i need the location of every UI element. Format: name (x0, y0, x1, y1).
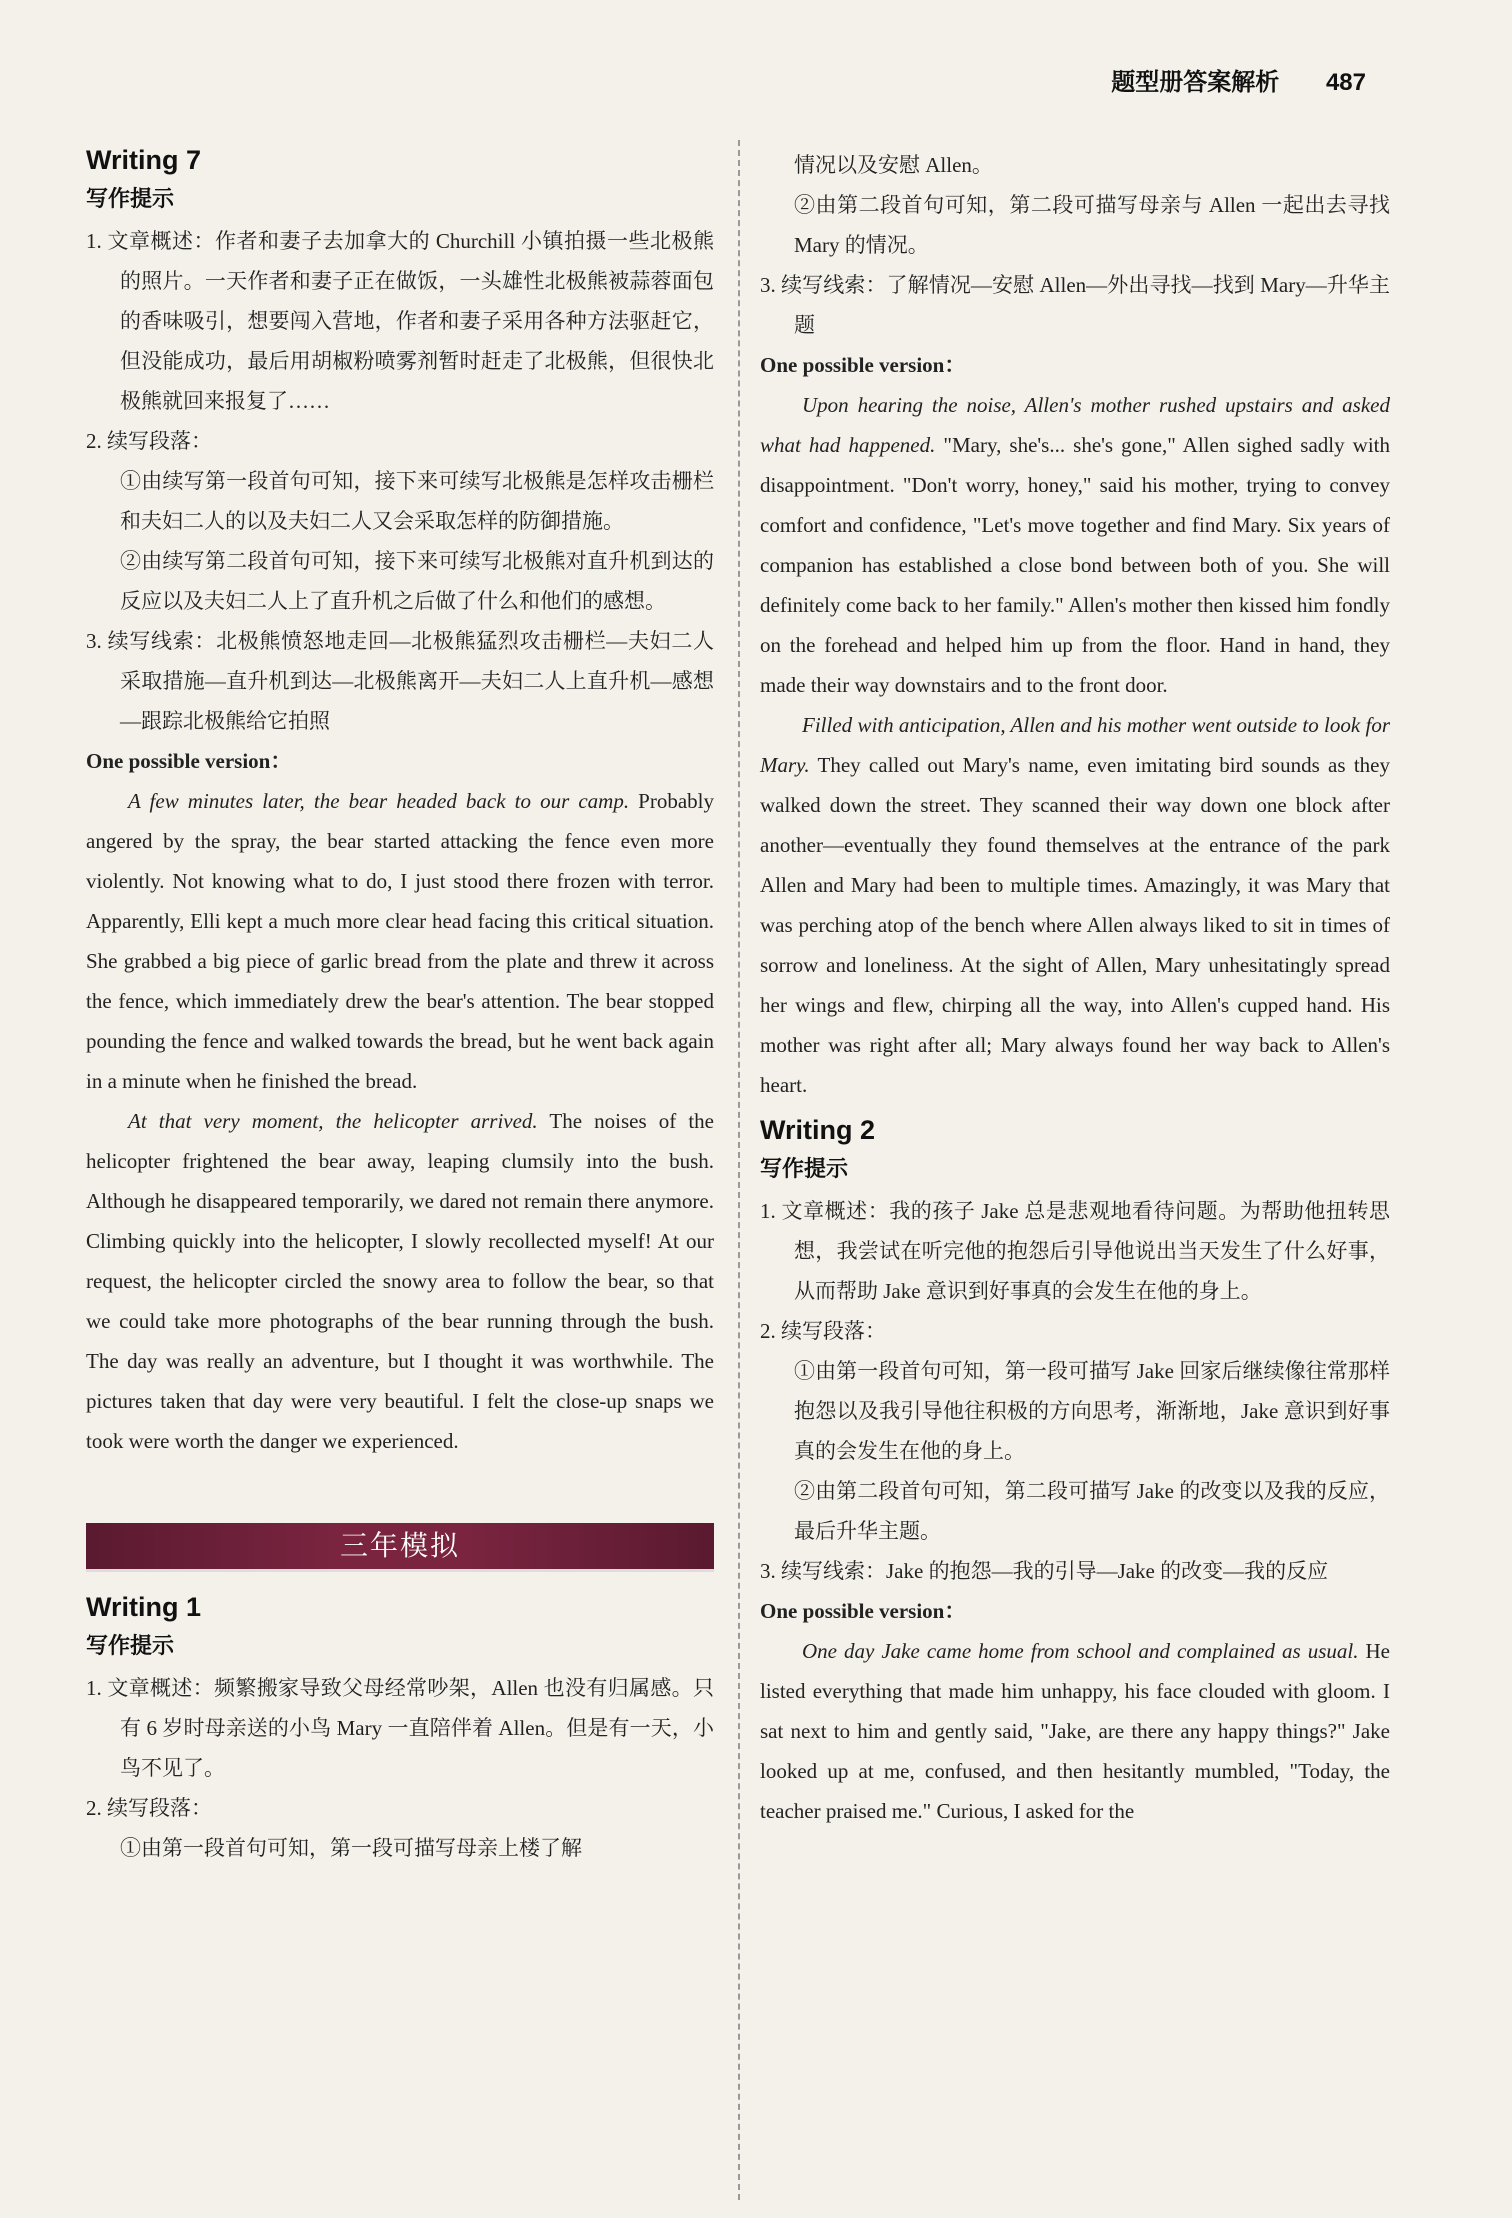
summary-item: 1. 文章概述：作者和妻子去加拿大的 Churchill 小镇拍摄一些北极熊的照片。一天作者和妻子正在做饭，一头雄性北极熊被蒜蓉面包的香味吸引，想要闯入营地，作者和妻子采用各种方法驱赶它，但没能成功，最后用胡椒粉喷雾剂暂时赶走了北极熊，但很快北极熊就回来报复了…… (86, 229, 714, 413)
essay-lead: At that very moment, the helicopter arrived. (128, 1109, 538, 1133)
paragraph-guide-1: ①由第一段首句可知，第一段可描写 Jake 回家后继续像往常那样抱怨以及我引导他往积极的方向思考，渐渐地，Jake 意识到好事真的会发生在他的身上。 (794, 1359, 1390, 1463)
essay-lead: One day Jake came home from school and complained as usual. (802, 1639, 1359, 1663)
left-column (86, 145, 714, 1868)
paragraph-guide-2: ②由第二段首句可知，第二段可描写母亲与 Allen 一起出去寻找 Mary 的情况。 (794, 193, 1390, 257)
paragraph-guide-1: ①由续写第一段首句可知，接下来可续写北极熊是怎样攻击栅栏和夫妇二人的以及夫妇二人又会采取怎样的防御措施。 (120, 469, 714, 533)
clue-item: 3. 续写线索：北极熊愤怒地走回—北极熊猛烈攻击栅栏—夫妇二人采取措施—直升机到达—北极熊离开—夫妇二人上直升机—感想—跟踪北极熊给它拍照 (86, 629, 714, 733)
header-title: 题型册答案解析 (1111, 69, 1280, 96)
essay-body: The noises of the helicopter frightened the bear away, leaping clumsily into the bush. Although he disappeared temporarily, we dared not remain there anymore. Climbing quickly into the helicopter, I slowly recollected myself! At our request, the helicopter circled the snowy area to follow the bear, so that we could take more photographs of the bear running through the bush. The day was really an adventure, but I thought it was worthwhile. The pictures taken that day were very beautiful. I felt the close-up snaps we took were worth the danger we experienced. (86, 1109, 714, 1453)
essay-paragraph (86, 1101, 714, 1461)
paragraph-guide-item: 2. 续写段落： (760, 1319, 886, 1343)
essay-paragraph (760, 1631, 1390, 1831)
possible-version-label: One possible version： (760, 1599, 966, 1623)
paragraph-guide-item: 2. 续写段落： (86, 1796, 212, 1820)
essay-body: He listed everything that made him unhappy, his face clouded with gloom. I sat next to him and gently said, "Jake, are there any happy things?" Jake looked up at me, confused, and then hesitantly mumbled, "Today, the teacher praised me." Curious, I asked for the (760, 1639, 1390, 1823)
possible-version-label: One possible version： (86, 749, 292, 773)
essay-paragraph (760, 705, 1390, 1105)
clue-item: 3. 续写线索：Jake 的抱怨—我的引导—Jake 的改变—我的反应 (760, 1559, 1329, 1583)
writing-1-title: Writing 1 (86, 1592, 202, 1622)
paragraph-guide-1: ①由第一段首句可知，第一段可描写母亲上楼了解 (120, 1836, 582, 1860)
essay-body: Probably angered by the spray, the bear started attacking the fence even more violently. Not knowing what to do, I just stood there frozen with terror. Apparently, Elli kept a much more clear head facing this critical situation. She grabbed a big piece of garlic bread from the plate and threw it across the fence, which immediately drew the bear's attention. The bear stopped pounding the fence and walked towards the bread, but he went back again in a minute when he finished the bread. (86, 789, 714, 1093)
essay-lead: Filled with anticipation, Allen and his mother went outside to look for Mary. (760, 713, 1390, 777)
summary-item: 1. 文章概述：我的孩子 Jake 总是悲观地看待问题。为帮助他扭转思想，我尝试在听完他的抱怨后引导他说出当天发生了什么好事，从而帮助 Jake 意识到好事真的会发生在他的身上。 (760, 1199, 1390, 1303)
essay-body: "Mary, she's... she's gone," Allen sighed sadly with disappointment. "Don't worry, honey," said his mother, trying to convey comfort and confidence, "Let's move together and find Mary. Six years of companion has established a close bond between both of you. She will definitely come back to her family." Allen's mother then kissed him fondly on the forehead and helped him up from the floor. Hand in hand, they made their way downstairs and to the front door. (760, 433, 1390, 697)
writing-tips-label: 写作提示 (86, 186, 175, 211)
writing-7-title: Writing 7 (86, 145, 202, 175)
writing-2-title: Writing 2 (760, 1115, 876, 1145)
paragraph-guide-item: 2. 续写段落： (86, 429, 212, 453)
column-divider (738, 140, 740, 2200)
clue-item: 3. 续写线索：了解情况—安慰 Allen—外出寻找—找到 Mary—升华主题 (760, 273, 1390, 337)
right-column (760, 145, 1390, 1831)
page-number: 487 (1325, 69, 1366, 96)
summary-item: 1. 文章概述：频繁搬家导致父母经常吵架，Allen 也没有归属感。只有 6 岁时母亲送的小鸟 Mary 一直陪伴着 Allen。但是有一天，小鸟不见了。 (86, 1676, 714, 1780)
paragraph-guide-2: ②由续写第二段首句可知，接下来可续写北极熊对直升机到达的反应以及夫妇二人上了直升机之后做了什么和他们的感想。 (120, 549, 714, 613)
writing-tips-label: 写作提示 (86, 1633, 175, 1658)
essay-lead: Upon hearing the noise, Allen's mother rushed upstairs and asked what had happened. (760, 393, 1390, 457)
essay-body: They called out Mary's name, even imitating bird sounds as they walked down the street. They scanned their way down one block after another—eventually they found themselves at the entrance of the park Allen and Mary had been to multiple times. Amazingly, it was Mary that was perching atop of the bench where Allen always liked to sit in times of sorrow and loneliness. At the sight of Allen, Mary unhesitatingly spread her wings and flew, chirping all the way, into Allen's cupped hand. His mother was right after all; Mary always found her way back to Allen's heart. (760, 753, 1390, 1097)
possible-version-label: One possible version： (760, 353, 966, 377)
running-header (1111, 62, 1366, 97)
section-banner: 三年模拟 (86, 1523, 714, 1572)
essay-paragraph (86, 781, 714, 1101)
essay-paragraph (760, 385, 1390, 705)
paragraph-guide-2: ②由第二段首句可知，第二段可描写 Jake 的改变以及我的反应，最后升华主题。 (794, 1479, 1390, 1543)
paragraph-guide-1-continued: 情况以及安慰 Allen。 (794, 153, 993, 177)
essay-lead: A few minutes later, the bear headed back to our camp. (128, 789, 630, 813)
writing-tips-label: 写作提示 (760, 1156, 849, 1181)
